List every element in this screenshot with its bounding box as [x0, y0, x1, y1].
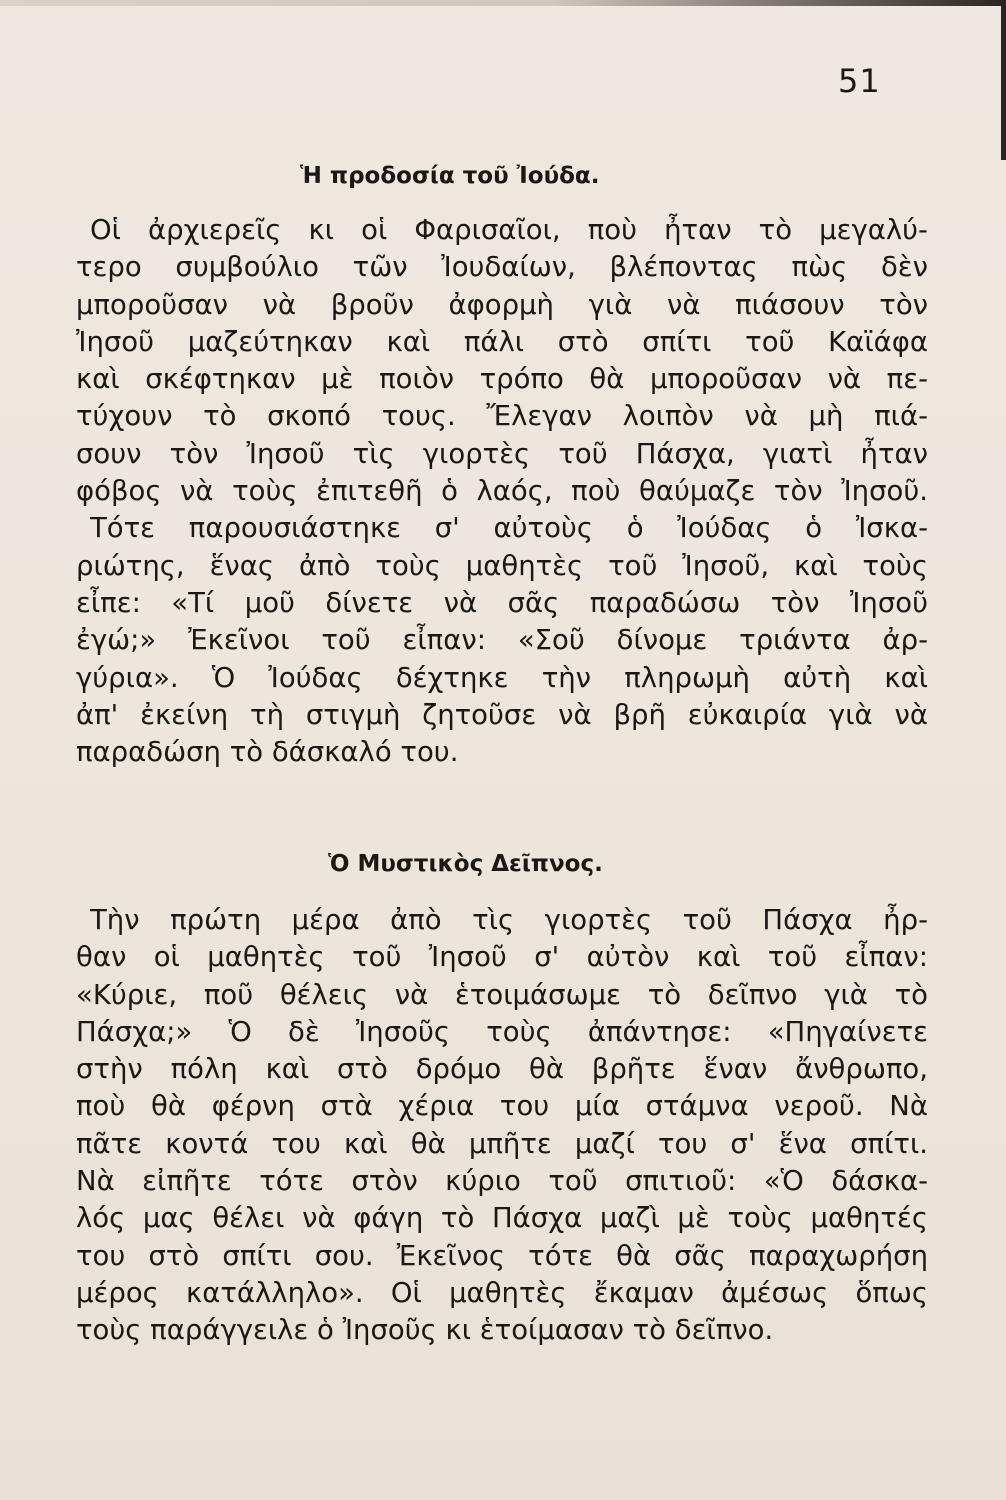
text-line: τοὺς παράγγειλε ὁ Ἰησοῦς κι ἑτοίμασαν τὸ δεῖπνο.: [76, 1314, 774, 1347]
text-line: μέρος κατάλληλο». Οἱ μαθητὲς ἔκαμαν ἀμέσως ὅπως: [76, 1276, 928, 1309]
text-line: πᾶτε κοντά του καὶ θὰ μπῆτε μαζί του σ' ἕνα σπίτι.: [76, 1127, 928, 1160]
text-line: εἶπε: «Τί μοῦ δίνετε νὰ σᾶς παραδώσω τὸν Ἰησοῦ: [76, 586, 928, 619]
section-body-last-supper: [76, 902, 928, 1350]
section-title-betrayal: Ἡ προδοσία τοῦ Ἰούδα.: [300, 163, 600, 189]
text-line: Ἰησοῦ μαζεύτηκαν καὶ πάλι στὸ σπίτι τοῦ Καϊάφα: [76, 325, 928, 358]
text-line: σουν τὸν Ἰησοῦ τὶς γιορτὲς τοῦ Πάσχα, γιατὶ ἦταν: [76, 437, 928, 470]
text-line: Πάσχα;» Ὁ δὲ Ἰησοῦς τοὺς ἀπάντησε: «Πηγαίνετε: [76, 1015, 928, 1048]
text-line: γύρια». Ὁ Ἰούδας δέχτηκε τὴν πληρωμὴ αὐτὴ καὶ: [76, 661, 928, 694]
page-number: 51: [838, 62, 881, 100]
text-line: λός μας θέλει νὰ φάγη τὸ Πάσχα μαζὶ μὲ τοὺς μαθητές: [76, 1202, 928, 1235]
text-line: Τότε παρουσιάστηκε σ' αὐτοὺς ὁ Ἰούδας ὁ Ἰσκα-: [90, 512, 928, 545]
section-title-last-supper: Ὁ Μυστικὸς Δεῖπνος.: [328, 851, 603, 877]
text-line: καὶ σκέφτηκαν μὲ ποιὸν τρόπο θὰ μποροῦσαν νὰ πε-: [76, 363, 928, 396]
text-line: ἀπ' ἐκείνη τὴ στιγμὴ ζητοῦσε νὰ βρῆ εὐκαιρία γιὰ νὰ: [76, 698, 928, 731]
text-line: φόβος νὰ τοὺς ἐπιτεθῆ ὁ λαός, ποὺ θαύμαζε τὸν Ἰησοῦ.: [76, 475, 928, 508]
text-line: στὴν πόλη καὶ στὸ δρόμο θὰ βρῆτε ἕναν ἄνθρωπο,: [76, 1053, 928, 1086]
text-line: τερο συμβούλιο τῶν Ἰουδαίων, βλέποντας πὼς δὲν: [76, 251, 928, 284]
page-right-edge: [1001, 0, 1006, 160]
text-line: Νὰ εἰπῆτε τότε στὸν κύριο τοῦ σπιτιοῦ: «Ὁ δάσκα-: [76, 1165, 928, 1198]
section-body-betrayal: [76, 212, 928, 771]
text-line: «Κύριε, ποῦ θέλεις νὰ ἑτοιμάσωμε τὸ δεῖπνο γιὰ τὸ: [76, 978, 928, 1011]
text-line: μποροῦσαν νὰ βροῦν ἀφορμὴ γιὰ νὰ πιάσουν τὸν: [76, 288, 928, 321]
text-line: ριώτης, ἕνας ἀπὸ τοὺς μαθητὲς τοῦ Ἰησοῦ, καὶ τοὺς: [76, 549, 928, 582]
text-line: ποὺ θὰ φέρνη στὰ χέρια του μία στάμνα νεροῦ. Νὰ: [76, 1090, 928, 1123]
text-line: τύχουν τὸ σκοπό τους. Ἔλεγαν λοιπὸν νὰ μὴ πιά-: [76, 400, 928, 433]
text-line: παραδώση τὸ δάσκαλό του.: [76, 736, 459, 769]
text-line: ἐγώ;» Ἐκεῖνοι τοῦ εἶπαν: «Σοῦ δίνομε τριάντα ἀρ-: [76, 624, 928, 657]
text-line: του στὸ σπίτι σου. Ἐκεῖνος τότε θὰ σᾶς παραχωρήση: [76, 1239, 928, 1272]
page-top-edge: [0, 0, 1006, 6]
text-line: Οἱ ἀρχιερεῖς κι οἱ Φαρισαῖοι, ποὺ ἦταν τὸ μεγαλύ-: [90, 214, 928, 246]
text-line: Τὴν πρώτη μέρα ἀπὸ τὶς γιορτὲς τοῦ Πάσχα ἦρ-: [90, 904, 928, 936]
text-line: θαν οἱ μαθητὲς τοῦ Ἰησοῦ σ' αὐτὸν καὶ τοῦ εἶπαν:: [76, 941, 928, 974]
